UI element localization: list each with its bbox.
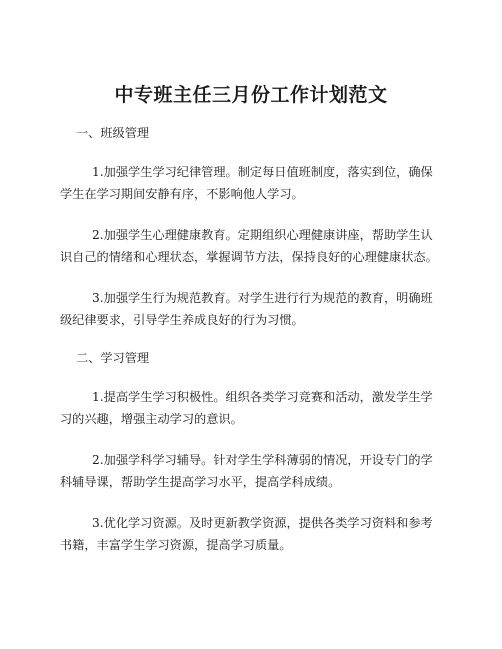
paragraph-line: 习的兴趣，增强主动学习的意识。: [60, 412, 243, 426]
paragraph: [60, 449, 450, 493]
paragraph-line: 1.提高学生学习积极性。组织各类学习竞赛和活动，激发学生学: [92, 390, 433, 404]
paragraph: [60, 224, 450, 268]
paragraph-line: 2.加强学科学习辅导。针对学生学科薄弱的情况，开设专门的学: [92, 453, 433, 467]
paragraph-line: 书籍，丰富学生学习资源，提高学习质量。: [60, 538, 292, 552]
paragraph-line: 科辅导课，帮助学生提高学习水平，提高学科成绩。: [60, 475, 341, 489]
paragraph-line: 学生在学习期间安静有序，不影响他人学习。: [60, 187, 304, 201]
paragraph: [60, 161, 450, 205]
paragraph: [60, 512, 450, 556]
section-heading-study-management: 二、学习管理: [76, 351, 150, 365]
paragraph-line: 3.优化学习资源。及时更新教学资源，提供各类学习资料和参考: [92, 516, 433, 530]
paragraph-line: 级纪律要求，引导学生养成良好的行为习惯。: [60, 313, 304, 327]
page-title: 中专班主任三月份工作计划范文: [114, 84, 388, 106]
document-body: [60, 125, 450, 575]
section-heading-class-management: 一、班级管理: [76, 126, 150, 140]
paragraph-line: 识自己的情绪和心理状态，掌握调节方法，保持良好的心理健康状态。: [60, 250, 438, 264]
paragraph: [60, 287, 450, 331]
paragraph-line: 2.加强学生心理健康教育。定期组织心理健康讲座，帮助学生认: [92, 228, 433, 242]
paragraph-line: 3.加强学生行为规范教育。对学生进行行为规范的教育，明确班: [92, 291, 433, 305]
paragraph-line: 1.加强学生学习纪律管理。制定每日值班制度，落实到位，确保: [92, 165, 433, 179]
paragraph: [60, 386, 450, 430]
